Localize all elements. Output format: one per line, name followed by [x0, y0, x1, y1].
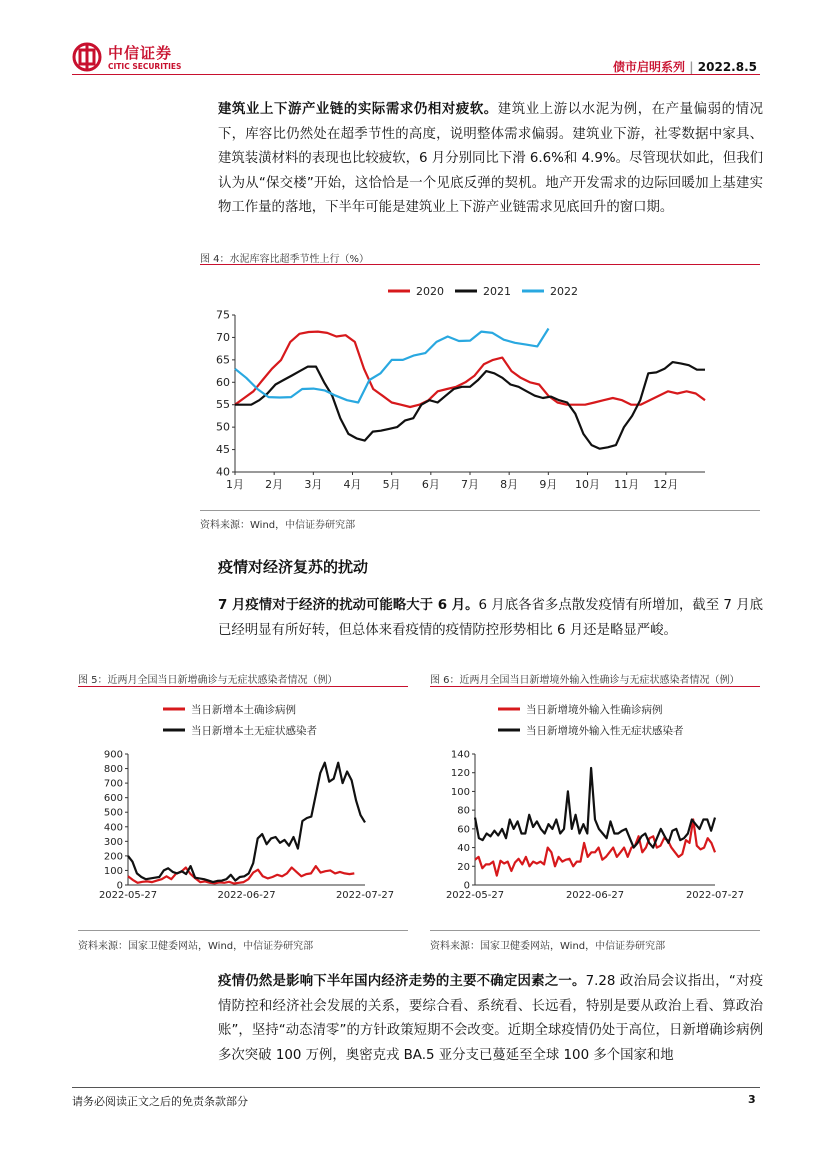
- section-heading: 疫情对经济复苏的扰动: [218, 558, 369, 576]
- page-number: 3: [748, 1093, 756, 1106]
- legend-label: 当日新增本土无症状感染者: [191, 725, 317, 737]
- y-tick-label: 0: [463, 880, 470, 892]
- series-line-2022: [235, 329, 549, 403]
- y-tick-label: 45: [216, 443, 230, 457]
- x-tick-label: 10月: [575, 478, 600, 491]
- y-tick-label: 400: [103, 822, 123, 834]
- figure-5-source-rule: [78, 930, 408, 931]
- footer-divider: [72, 1087, 760, 1088]
- y-tick-label: 120: [450, 768, 470, 780]
- x-tick-label: 2022-05-27: [445, 890, 505, 901]
- figure-6-title-rule: [430, 686, 760, 687]
- y-tick-label: 20: [457, 861, 470, 873]
- y-tick-label: 900: [103, 749, 123, 761]
- figure-4-chart: [200, 270, 760, 505]
- x-tick-label: 2022-05-27: [98, 890, 158, 901]
- x-tick-label: 8月: [500, 478, 519, 491]
- y-tick-label: 500: [103, 807, 123, 819]
- legend-label: 当日新增境外输入性无症状感染者: [526, 725, 684, 737]
- legend-label: 当日新增境外输入性确诊病例: [526, 704, 663, 716]
- y-tick-label: 40: [457, 843, 470, 855]
- company-logo: [72, 40, 182, 76]
- y-tick-label: 100: [103, 865, 123, 877]
- citic-logo-icon: [72, 42, 102, 72]
- x-tick-label: 5月: [382, 478, 401, 491]
- y-tick-label: 140: [450, 749, 470, 761]
- header-info: 债市启明系列 | 2022.8.5: [613, 60, 757, 74]
- y-tick-label: 600: [103, 793, 123, 805]
- series-line-当日新增本土无症状感染者: [128, 763, 365, 882]
- x-tick-label: 9月: [539, 478, 558, 491]
- figure-4-source-rule: [200, 510, 760, 511]
- legend-label: 2022: [550, 285, 578, 298]
- figure-5-source: 资料来源：国家卫健委网站，Wind，中信证券研究部: [78, 941, 314, 952]
- figure-4-title-rule: [200, 264, 760, 265]
- x-tick-label: 2022-06-27: [217, 890, 276, 901]
- paragraph-2-lead: 7 月疫情对于经济的扰动可能略大于 6 月。: [218, 598, 479, 613]
- paragraph-1-lead: 建筑业上下游产业链的实际需求仍相对疲软。: [218, 102, 498, 117]
- paragraph-3-body: 7.28 政治局会议指出，“对疫情防控和经济社会发展的关系，要综合看、系统看、长远看，特别是要从政治上看、算政治账”，坚持“动态清零”的方针政策短期不会改变。近期全球疫情仍处于高位，日新增确诊病例多次突破 100 万例，奥密克戎 BA.5 亚分支已蔓延至全球 100 多个国家和地: [218, 974, 763, 1063]
- figure-5-title: 图 5：近两月全国当日新增确诊与无症状感染者情况（例）: [78, 675, 338, 686]
- paragraph-1-body: 建筑业上游以水泥为例，在产量偏弱的情况下，库容比仍然处在超季节性的高度，说明整体需求偏弱。建筑业下游，社零数据中家具、建筑装潢材料的表现也比较疲软，6 月分别同比下滑 6.6%和 4.9%。尽管现状如此，但我们认为从“保交楼”开始，这恰恰是一个见底反弹的契机。地产开发需求的边际回暖加上基建实物工作量的落地，下半年可能是建筑业上下游产业链需求见底回升的窗口期。: [218, 102, 764, 215]
- y-tick-label: 0: [116, 880, 123, 892]
- x-tick-label: 1月: [226, 478, 244, 491]
- y-tick-label: 800: [103, 764, 123, 776]
- figure-5-title-rule: [78, 686, 408, 687]
- legend-label: 2020: [416, 285, 444, 298]
- paragraph-3-lead: 疫情仍然是影响下半年国内经济走势的主要不确定因素之一。: [218, 974, 586, 989]
- figure-6-title: 图 6：近两月全国当日新增境外输入性确诊与无症状感染者情况（例）: [430, 675, 740, 686]
- figure-6-chart: [430, 692, 760, 922]
- logo-name-cn: 中信证券: [108, 44, 173, 62]
- figure-5-chart: [78, 692, 408, 922]
- y-tick-label: 70: [216, 330, 230, 344]
- y-tick-label: 50: [216, 420, 230, 434]
- y-tick-label: 65: [216, 353, 230, 367]
- y-tick-label: 40: [216, 465, 230, 479]
- series-line-2020: [235, 332, 705, 407]
- x-tick-label: 2022-06-27: [565, 890, 625, 901]
- x-tick-label: 12月: [653, 478, 679, 491]
- y-tick-label: 700: [103, 778, 123, 790]
- report-date: 2022.8.5: [697, 60, 757, 74]
- footer-disclaimer-link[interactable]: 请务必阅读正文之后的免责条款部分: [72, 1095, 248, 1108]
- y-tick-label: 55: [216, 398, 230, 412]
- paragraph-2-body: 6 月底各省多点散发疫情有所增加，截至 7 月底已经明显有所好转，但总体来看疫情的疫情防控形势相比 6 月还是略显严峻。: [218, 598, 764, 638]
- series-line-当日新增境外输入性确诊病例: [475, 820, 715, 876]
- y-tick-label: 100: [450, 786, 470, 798]
- header-divider: [72, 74, 760, 75]
- x-tick-label: 7月: [461, 478, 479, 491]
- series-line-当日新增境外输入性无症状感染者: [475, 768, 715, 848]
- legend-label: 2021: [483, 285, 511, 298]
- x-tick-label: 2022-07-27: [335, 890, 395, 901]
- figure-4-title: 图 4：水泥库容比超季节性上行（%）: [200, 254, 370, 265]
- x-tick-label: 2月: [265, 478, 284, 491]
- y-tick-label: 60: [216, 375, 230, 389]
- x-tick-label: 4月: [343, 478, 362, 491]
- paragraph-3: [218, 970, 763, 1068]
- paragraph-2: [218, 594, 763, 643]
- y-tick-label: 60: [457, 824, 470, 836]
- y-tick-label: 80: [457, 805, 470, 817]
- figure-4-source: 资料来源：Wind，中信证券研究部: [200, 520, 356, 531]
- x-tick-label: 2022-07-27: [685, 890, 745, 901]
- paragraph-1: [218, 98, 763, 221]
- report-series: 债市启明系列: [613, 60, 686, 74]
- legend-label: 当日新增本土确诊病例: [191, 704, 296, 716]
- figure-6-source: 资料来源：国家卫健委网站，Wind，中信证券研究部: [430, 941, 666, 952]
- x-tick-label: 3月: [304, 478, 323, 491]
- x-tick-label: 6月: [421, 478, 440, 491]
- y-tick-label: 75: [216, 308, 230, 322]
- y-tick-label: 200: [103, 851, 123, 863]
- x-tick-label: 11月: [614, 478, 640, 491]
- figure-6-source-rule: [430, 930, 760, 931]
- logo-name-en: CITIC SECURITIES: [108, 62, 182, 71]
- y-tick-label: 300: [103, 836, 123, 848]
